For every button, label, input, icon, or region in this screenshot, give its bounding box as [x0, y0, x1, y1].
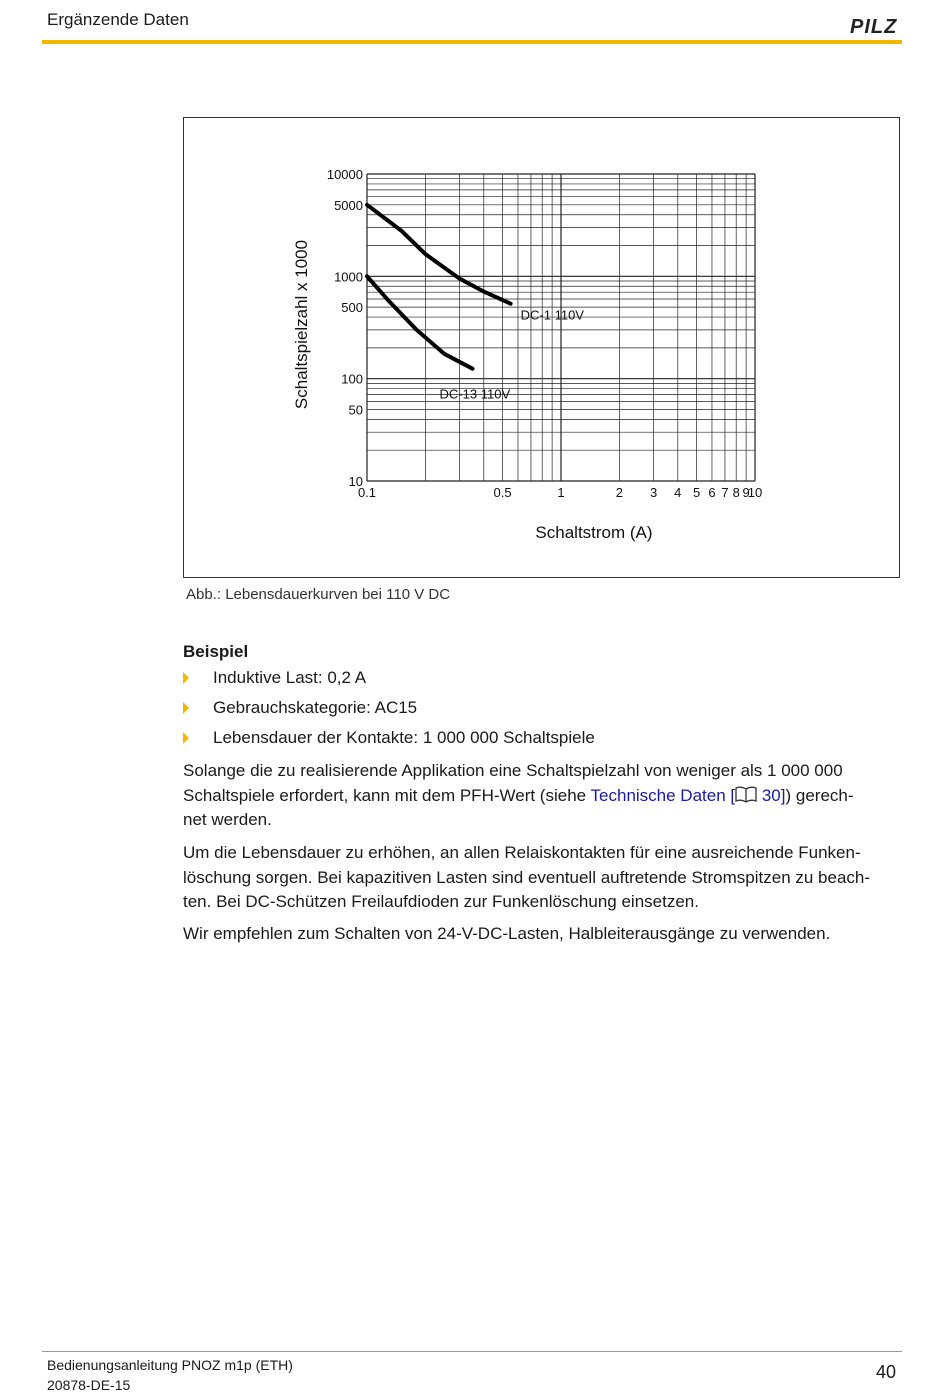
paragraph-line: [183, 784, 903, 809]
list-item-text: Lebensdauer der Kontakte: 1 000 000 Schaltspiele: [213, 728, 595, 747]
paragraph-line: Solange die zu realisierende Applikation eine Schaltspielzahl von weniger als 1 000 000: [183, 761, 843, 780]
footer-divider: [42, 1351, 902, 1352]
x-tick-label: 8: [732, 485, 740, 500]
x-tick-label: 2: [615, 485, 624, 500]
x-tick-label: 0.5: [493, 485, 512, 500]
x-tick-label: 4: [674, 485, 682, 500]
paragraph-line: ten. Bei DC-Schützen Freilaufdioden zur Funkenlöschung einsetzen.: [183, 892, 699, 911]
paragraph-line: net werden.: [183, 810, 272, 829]
example-heading: Beispiel: [183, 642, 249, 661]
x-tick-label: 3: [649, 485, 658, 500]
list-item-text: Induktive Last: 0,2 A: [213, 668, 367, 687]
series-line: [367, 276, 473, 368]
lifetime-curve-chart: [183, 117, 900, 578]
x-tick-label: 7: [721, 485, 729, 500]
series-line: [367, 205, 511, 304]
paragraph-text: ) gerech-: [785, 785, 854, 805]
page-header-title: Ergänzende Daten: [47, 10, 189, 29]
link-text: Technische Daten [: [590, 785, 736, 805]
link-page: 30]: [757, 785, 786, 805]
paragraph-3: Wir empfehlen zum Schalten von 24-V-DC-Lasten, Halbleiterausgänge zu verwenden.: [183, 924, 831, 943]
y-tick-label: 1000: [334, 269, 363, 285]
y-tick-label: 50: [348, 402, 363, 418]
x-tick-label: 1: [557, 485, 565, 500]
book-icon: [735, 786, 757, 803]
footer-manual-title: Bedienungsanleitung PNOZ m1p (ETH): [47, 1357, 293, 1373]
header-divider: [42, 40, 902, 44]
y-axis-title: Schaltspielzahl x 1000: [292, 239, 311, 410]
bullet-arrow-icon: [183, 702, 189, 714]
list-item: [183, 698, 417, 718]
list-item-text: Gebrauchskategorie: AC15: [213, 698, 418, 717]
footer-doc-number: 20878-DE-15: [47, 1377, 131, 1393]
paragraph-text: Schaltspiele erfordert, kann mit dem PFH-Wert (siehe: [183, 785, 591, 805]
y-tick-label: 5000: [334, 197, 363, 213]
x-tick-label: 5: [692, 485, 701, 500]
paragraph-1: [183, 759, 903, 833]
series-label: DC-13 110V: [439, 386, 511, 402]
list-item: [183, 728, 595, 748]
bullet-arrow-icon: [183, 672, 189, 684]
figure-caption: Abb.: Lebensdauerkurven bei 110 V DC: [186, 586, 451, 603]
paragraph-line: Um die Lebensdauer zu erhöhen, an allen Relaiskontakten für eine ausreichende Funken-: [183, 843, 861, 862]
x-axis-title: Schaltstrom (A): [535, 523, 653, 542]
page-number: 40: [876, 1362, 897, 1382]
technical-data-link[interactable]: [591, 786, 786, 805]
y-tick-label: 500: [341, 300, 363, 316]
bullet-arrow-icon: [183, 732, 189, 744]
y-tick-label: 10: [348, 474, 363, 489]
x-tick-label: 10: [747, 485, 763, 500]
series-label: DC-1 110V: [520, 307, 584, 323]
paragraph-line: löschung sorgen. Bei kapazitiven Lasten sind eventuell auftretende Stromspitzen zu beach-: [183, 867, 871, 887]
x-tick-label: 0.1: [357, 485, 377, 500]
x-tick-label: 6: [708, 485, 716, 500]
paragraph-2: [183, 841, 903, 915]
y-tick-label: 10000: [326, 167, 363, 182]
pilz-logo: PILZ: [850, 16, 898, 38]
list-item: [183, 668, 366, 688]
x-tick-label: 9: [742, 485, 750, 500]
y-tick-label: 100: [341, 371, 363, 387]
